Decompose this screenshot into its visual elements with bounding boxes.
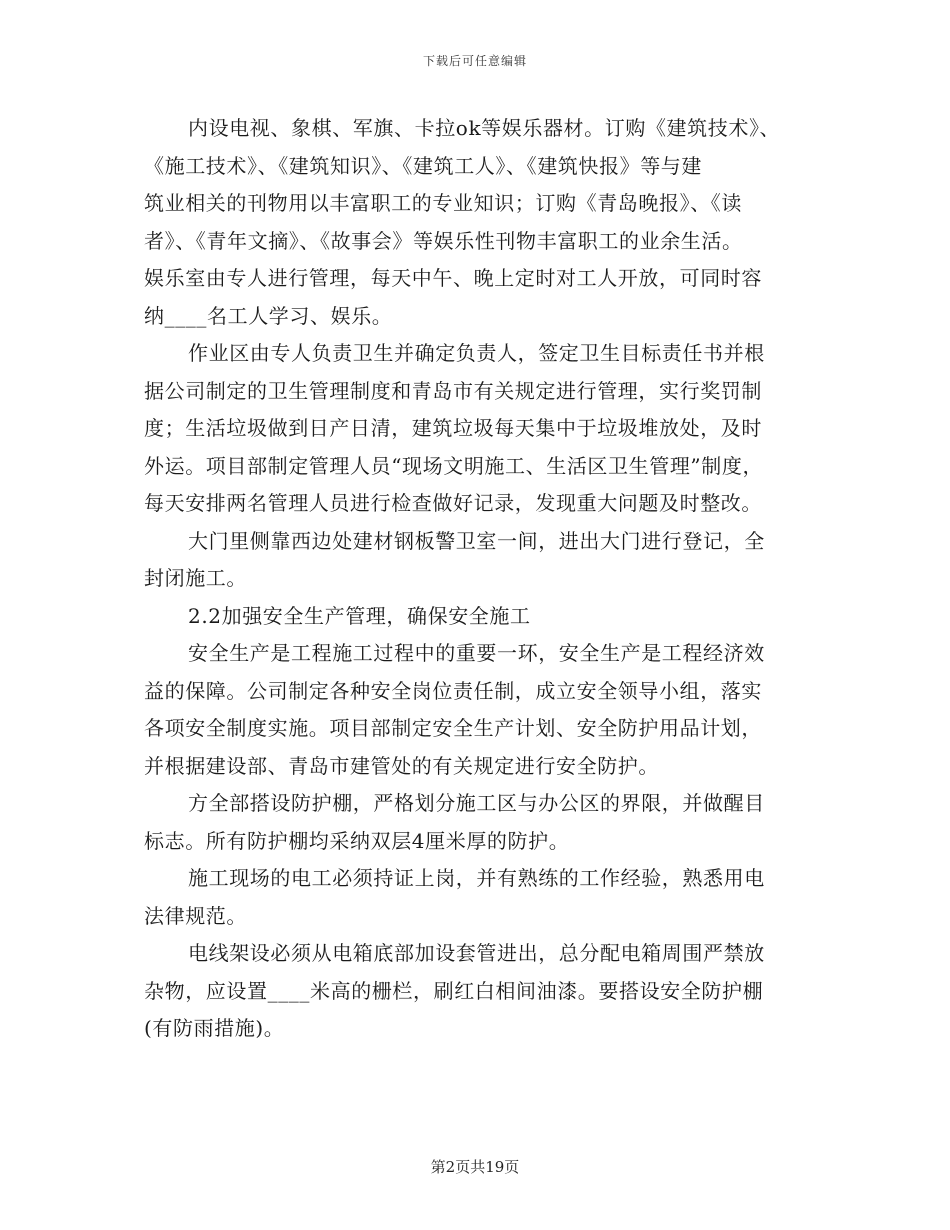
paragraph xyxy=(144,635,804,785)
paragraph xyxy=(144,785,804,860)
page-number: 第2页共19页 xyxy=(430,1158,520,1176)
text-line: 封闭施工。 xyxy=(144,566,247,590)
page-header-note: 下载后可任意编辑 xyxy=(422,54,527,68)
text-line: 益的保障。公司制定各种安全岗位责任制，成立安全领导小组，落实 xyxy=(144,678,762,703)
paragraph xyxy=(144,335,804,523)
text-line: 施工现场的电工必须持证上岗，并有熟练的工作经验，熟悉用电 xyxy=(188,866,765,890)
text-line: 娱乐室由专人进行管理，每天中午、晚上定时对工人开放，可同时容 xyxy=(144,266,762,290)
text-line: 大门里侧靠西边处建材钢板警卫室一间，进出大门进行登记，全 xyxy=(188,528,765,553)
text-line: 据公司制定的卫生管理制度和青岛市有关规定进行管理，实行奖罚制 xyxy=(144,378,762,403)
text-line: 者》、《青年文摘》、《故事会》等娱乐性刊物丰富职工的业余生活。 xyxy=(144,228,743,253)
text-line: 度；生活垃圾做到日产日清，建筑垃圾每天集中于垃圾堆放处，及时 xyxy=(144,416,762,440)
paragraph xyxy=(144,860,804,935)
text-line: 筑业相关的刊物用以丰富职工的专业知识；订购《青岛晚报》、《读 xyxy=(144,191,742,215)
text-line: (有防雨措施)。 xyxy=(144,1016,285,1040)
section-heading xyxy=(144,598,804,636)
text-line: 标志。所有防护棚均采纳双层4厘米厚的防护。 xyxy=(144,828,570,853)
paragraph xyxy=(144,523,804,598)
text-line: 外运。项目部制定管理人员“现场文明施工、生活区卫生管理”制度， xyxy=(144,453,764,478)
text-line: 杂物，应设置____米高的栅栏，刷红白相间油漆。要搭设安全防护棚 xyxy=(144,978,764,1003)
document-body xyxy=(144,110,804,1048)
text-line: 每天安排两名管理人员进行检查做好记录，发现重大问题及时整改。 xyxy=(144,491,762,515)
text-line: 各项安全制度实施。项目部制定安全生产计划、安全防护用品计划， xyxy=(144,716,762,740)
text-line: 内设电视、象棋、军旗、卡拉ok等娱乐器材。订购《建筑技术》、 xyxy=(188,116,781,140)
text-line: 法律规范。 xyxy=(144,903,247,928)
text-line: 安全生产是工程施工过程中的重要一环，安全生产是工程经济效 xyxy=(188,641,765,665)
text-line: 电线架设必须从电箱底部加设套管进出，总分配电箱周围严禁放 xyxy=(188,941,765,965)
text-line: 纳____名工人学习、娱乐。 xyxy=(144,303,393,328)
text-line: 方全部搭设防护棚，严格划分施工区与办公区的界限，并做醒目 xyxy=(188,791,765,815)
paragraph xyxy=(144,935,804,1048)
text-line: 2.2加强安全生产管理，确保安全施工 xyxy=(188,603,531,628)
paragraph xyxy=(144,110,804,335)
text-line: 《施工技术》、《建筑知识》、《建筑工人》、《建筑快报》等与建 xyxy=(144,153,702,178)
text-line: 并根据建设部、青岛市建管处的有关规定进行安全防护。 xyxy=(144,753,659,778)
text-line: 作业区由专人负责卫生并确定负责人，签定卫生目标责任书并根 xyxy=(188,341,765,365)
